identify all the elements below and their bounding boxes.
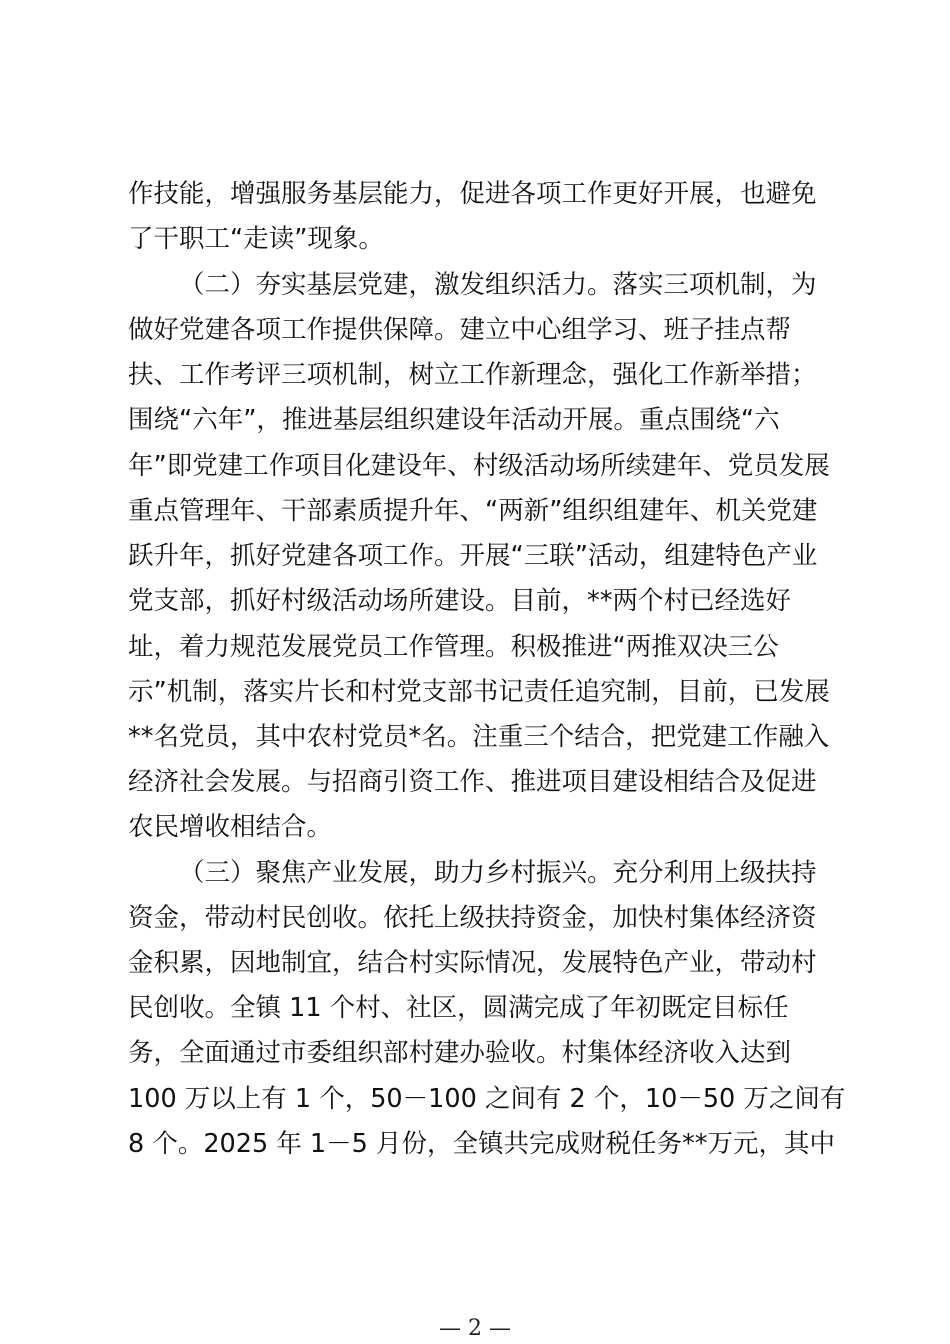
text-line: 作技能，增强服务基层能力，促进各项工作更好开展，也避免 xyxy=(128,179,817,209)
text-line: 址，着力规范发展党员工作管理。积极推进“两推双决三公 xyxy=(128,632,779,662)
text-line: 民创收。全镇 11 个村、社区，圆满完成了年初既定目标任 xyxy=(128,993,789,1023)
text-line: 扶、工作考评三项机制，树立工作新理念，强化工作新举措； xyxy=(128,360,817,390)
text-line: 做好党建各项工作提供保障。建立中心组学习、班子挂点帮 xyxy=(128,315,792,345)
text-line: 农民增收相结合。 xyxy=(128,812,333,842)
text-line: 围绕“六年”，推进基层组织建设年活动开展。重点围绕“六 xyxy=(128,405,780,435)
text-line: 党支部，抓好村级活动场所建设。目前，**两个村已经选好 xyxy=(128,586,792,616)
text-line: 示”机制，落实片长和村党支部书记责任追究制，目前，已发展 xyxy=(128,677,830,707)
text-line: 跃升年，抓好党建各项工作。开展“三联”活动，组建特色产业 xyxy=(128,541,818,571)
paragraph-heading-line: （二）夯实基层党建，激发组织活力。落实三项机制，为 xyxy=(179,270,817,300)
text-line: 了干职工“走读”现象。 xyxy=(128,224,384,254)
text-line: 金积累，因地制宜，结合村实际情况，发展特色产业，带动村 xyxy=(128,948,817,978)
text-line: **名党员，其中农村党员*名。注重三个结合，把党建工作融入 xyxy=(128,722,830,752)
page-number: — 2 — xyxy=(439,1316,511,1341)
text-line: 务，全面通过市委组织部村建办验收。村集体经济收入达到 xyxy=(128,1038,792,1068)
paragraph-heading-line: （三）聚焦产业发展，助力乡村振兴。充分利用上级扶持 xyxy=(179,858,817,888)
text-line: 100 万以上有 1 个，50－100 之间有 2 个，10－50 万之间有 xyxy=(128,1084,846,1114)
text-line: 重点管理年、干部素质提升年、“两新”组织组建年、机关党建 xyxy=(128,496,818,526)
text-line: 经济社会发展。与招商引资工作、推进项目建设相结合及促进 xyxy=(128,767,817,797)
text-line: 年”即党建工作项目化建设年、村级活动场所续建年、党员发展 xyxy=(128,451,830,481)
text-line: 资金，带动村民创收。依托上级扶持资金，加快村集体经济资 xyxy=(128,903,817,933)
text-line: 8 个。2025 年 1－5 月份，全镇共完成财税任务**万元，其中 xyxy=(128,1129,835,1159)
